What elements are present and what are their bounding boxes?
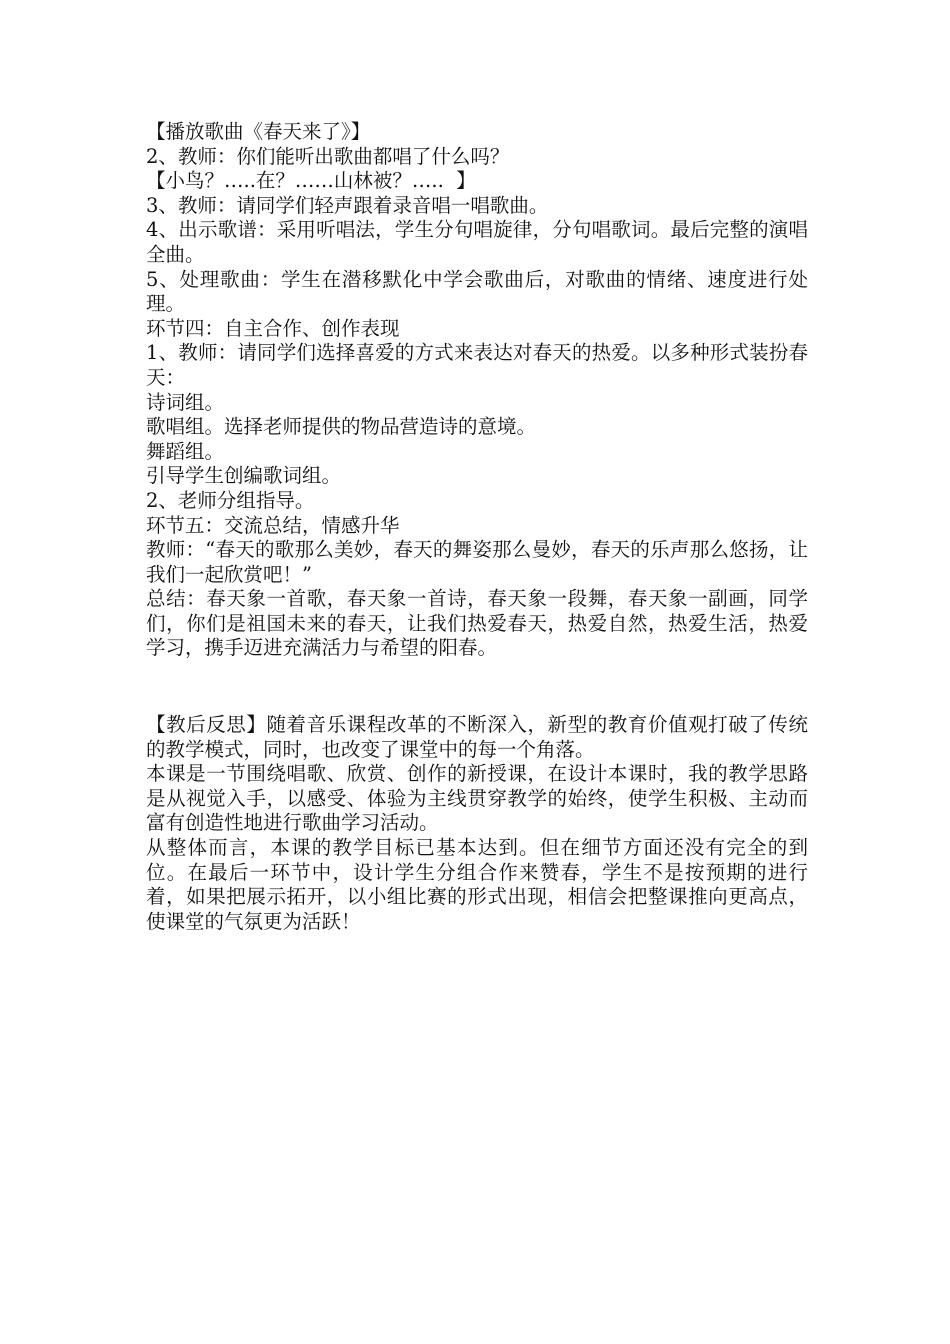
song-play-line: 【播放歌曲《春天来了》】: [146, 120, 371, 143]
singing-group-line: 歌唱组。选择老师提供的物品营造诗的意境。: [146, 415, 537, 439]
stage-4-step-1-paragraph: 1、教师：请同学们选择喜爱的方式来表达对春天的热爱。以多种形式装扮春天：: [146, 341, 808, 389]
document-page: [146, 120, 808, 934]
poetry-group-line: 诗词组。: [146, 390, 225, 414]
step-5-paragraph: 5、处理歌曲：学生在潜移默化中学会歌曲后，对歌曲的情绪、速度进行处理。: [146, 267, 808, 316]
dance-group-line: 舞蹈组。: [146, 439, 225, 463]
lyrics-group-line: 引导学生创编歌词组。: [146, 464, 342, 488]
section-gap: [146, 661, 808, 713]
step-3-line: 3、教师：请同学们轻声跟着录音唱一唱歌曲。: [146, 193, 549, 217]
stage-5-heading: 环节五：交流总结，情感升华: [146, 513, 400, 537]
stage-4-step-2-line: 2、老师分组指导。: [146, 488, 315, 512]
reflection-paragraph-1: 【教后反思】随着音乐课程改革的不断深入，新型的教育价值观打破了传统的教学模式，同时，也改变了课堂中的每一个角落。: [146, 713, 808, 761]
teacher-quote-paragraph: 教师：“春天的歌那么美妙，春天的舞姿那么曼妙，春天的乐声那么悠扬，让我们一起欣赏吧！”: [146, 538, 808, 586]
step-4-paragraph: 4、出示歌谱：采用听唱法，学生分句唱旋律，分句唱歌词。最后完整的演唱全曲。: [146, 218, 808, 266]
step-2-line: 2、教师：你们能听出歌曲都唱了什么吗？: [146, 144, 510, 168]
summary-paragraph: 总结：春天象一首歌，春天象一首诗，春天象一段舞，春天象一副画，同学们，你们是祖国未来的春天，让我们热爱春天，热爱自然，热爱生活，热爱学习，携手迈进充满活力与希望的阳春。: [146, 587, 808, 660]
reflection-paragraph-3: 从整体而言，本课的教学目标已基本达到。但在细节方面还没有完全的到位。在最后一环节中，设计学生分组合作来赞春，学生不是按预期的进行着，如果把展示拓开，以小组比赛的形式出现，相信会把整课推向更高点，使课堂的气氛更为活跃！: [146, 836, 808, 933]
reflection-paragraph-2: 本课是一节围绕唱歌、欣赏、创作的新授课，在设计本课时，我的教学思路是从视觉入手，以感受、体验为主线贯穿教学的始终，使学生积极、主动而富有创造性地进行歌曲学习活动。: [146, 762, 808, 835]
stage-4-heading: 环节四：自主合作、创作表现: [146, 316, 400, 340]
lyrics-hint-line: 【小鸟？…..在？……山林被？….. 】: [146, 169, 476, 193]
reflection-section: [146, 713, 808, 934]
lesson-steps-section: [146, 120, 808, 661]
